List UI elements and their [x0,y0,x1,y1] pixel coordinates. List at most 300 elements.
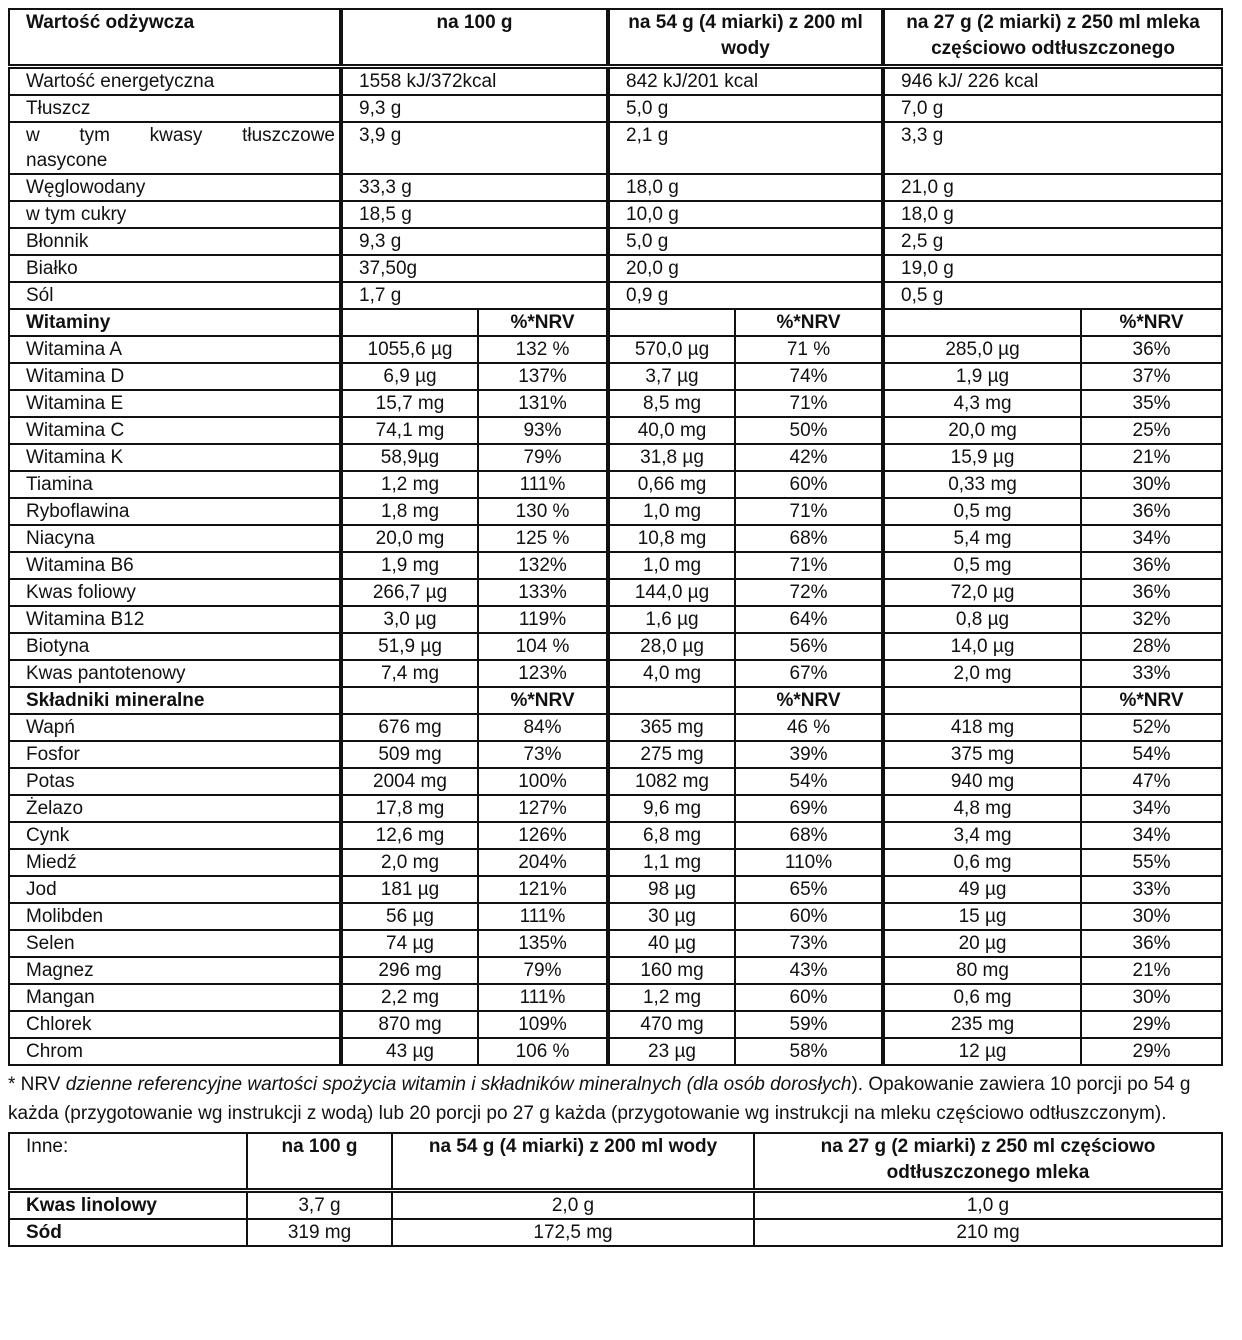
nutrient-row [9,255,1222,282]
micronutrient-row [9,660,1222,687]
value-per-54g-text: 842 kJ/201 kcal [626,71,759,92]
nutrient-name-text: Węglowodany [26,177,146,198]
nutrient-name [9,660,341,687]
nrv-per-100g [478,876,608,903]
value-per-27g-text: 235 mg [950,1014,1015,1035]
vitamins-section-header [9,309,1222,336]
value-per-54g-text: 1,0 mg [642,501,702,522]
nrv-per-100g-text: 111% [519,474,566,495]
micronutrient-row [9,849,1222,876]
nutrient-name-text: Błonnik [26,231,89,252]
nrv-per-100g-text: 121% [518,879,567,900]
value-per-54g-text: 0,66 mg [637,474,707,495]
nutrient-name-text: w tym cukry [26,204,127,225]
nrv-per-54g-text: 68% [789,528,828,549]
nutrient-name-text: Chrom [26,1041,84,1062]
nrv-per-27g-text: 37% [1132,366,1171,387]
nrv-per-54g [735,552,883,579]
other-header-label [9,1133,247,1191]
footnote [8,1070,1221,1128]
nrv-per-100g-text: 135% [518,933,567,954]
header-per-54g-line-2: wody [721,38,770,59]
nutrient-name [9,822,341,849]
nutrient-name [9,768,341,795]
value-per-27g [883,282,1222,309]
value-per-27g-text: 0,6 mg [953,852,1012,873]
nrv-per-100g-text: 119% [518,609,567,630]
micronutrient-row [9,525,1222,552]
value-per-27g [883,122,1222,174]
value-per-27g [883,1038,1081,1065]
value-per-100g [341,579,478,606]
value-per-100g-text: 17,8 mg [375,798,445,819]
value-per-27g-text: 20,0 mg [948,420,1017,441]
value-per-27g-text: 15,9 µg [950,447,1015,468]
value-per-27g [883,552,1081,579]
value-per-27g-text: 5,4 mg [953,528,1012,549]
nrv-per-27g [1081,849,1222,876]
value-per-27g-text: 21,0 g [901,177,954,198]
value-per-54g [608,1011,735,1038]
value-per-54g [608,282,883,309]
value-per-27g-text: 72,0 µg [950,582,1015,603]
value-per-54g [608,822,735,849]
nrv-per-27g-text: 36% [1132,339,1171,360]
micronutrient-row [9,903,1222,930]
other-header-per-54g [392,1133,754,1191]
value-per-27g [883,606,1081,633]
value-per-100g-text: 1558 kJ/372kcal [359,71,497,92]
value-per-27g-text: 12 µg [958,1041,1007,1062]
micronutrient-row [9,741,1222,768]
nutrient-row [9,67,1222,96]
nutrient-name [9,174,341,201]
nutrient-name [9,1219,247,1246]
value-per-100g [247,1219,392,1246]
value-per-100g [341,768,478,795]
nrv-per-27g [1081,390,1222,417]
nrv-per-100g-text: 130 % [515,501,570,522]
value-per-54g-text: 98 µg [648,879,696,900]
value-per-100g [341,255,608,282]
value-per-100g-text: 1,8 mg [380,501,440,522]
nrv-header [735,687,883,714]
nrv-per-27g-text: 35% [1132,393,1171,414]
nrv-per-54g [735,471,883,498]
value-per-54g [608,903,735,930]
value-per-27g-text: 3,4 mg [953,825,1012,846]
micronutrient-row [9,822,1222,849]
value-per-54g-text: 160 mg [640,960,704,981]
value-per-54g-text: 172,5 mg [533,1222,613,1243]
nrv-header [478,309,608,336]
nrv-per-54g-text: 50% [789,420,828,441]
value-per-54g-text: 5,0 g [626,231,669,252]
nutrient-name-text: Miedź [26,852,77,873]
nrv-per-27g [1081,930,1222,957]
empty-cell [883,687,1081,714]
nutrient-name [9,903,341,930]
section-title-text: Składniki mineralne [26,690,205,711]
nutrient-row [9,95,1222,122]
value-per-27g [883,957,1081,984]
nrv-per-27g-text: 36% [1132,582,1171,603]
nrv-definition: dzienne referencyjne wartości spożycia witamin i składników mineralnych (dla osób dorosłych [65,1074,852,1095]
nrv-per-100g-text: 131% [518,393,567,414]
nrv-per-54g-text: 71% [789,393,828,414]
nutrient-name-text: Sól [26,285,54,306]
nrv-per-27g [1081,471,1222,498]
nrv-per-27g-text: 21% [1132,447,1171,468]
nrv-per-54g-text: 42% [789,447,828,468]
nrv-per-27g-text: 47% [1132,771,1171,792]
micronutrient-row [9,579,1222,606]
nrv-per-54g-text: 60% [789,474,828,495]
nutrient-name-text: Żelazo [26,798,84,819]
value-per-54g [608,633,735,660]
value-per-54g [608,768,735,795]
nutrient-name [9,714,341,741]
value-per-27g [883,903,1081,930]
footnote-prefix: * NRV [8,1074,66,1095]
value-per-27g-text: 0,5 mg [953,501,1012,522]
nrv-per-100g [478,417,608,444]
value-per-100g [341,822,478,849]
nutrient-name [9,498,341,525]
nutrient-name-word: w [26,125,40,146]
nrv-per-27g-text: 33% [1132,663,1171,684]
value-per-54g-text: 10,8 mg [637,528,707,549]
value-per-27g [883,741,1081,768]
nrv-per-100g-text: 100% [518,771,567,792]
nutrient-name-word: tłuszczowe [242,125,335,146]
value-per-54g [608,255,883,282]
micronutrient-row [9,795,1222,822]
value-per-100g [341,984,478,1011]
value-per-27g-text: 418 mg [950,717,1015,738]
nrv-per-27g [1081,606,1222,633]
value-per-54g [608,579,735,606]
nrv-per-54g [735,390,883,417]
nrv-per-100g-text: 111% [519,987,566,1008]
header-nutrient [9,9,341,67]
nrv-per-27g [1081,957,1222,984]
nutrient-name-text: Tiamina [26,474,93,495]
nutrient-name-text: Kwas linolowy [26,1195,157,1216]
micronutrient-row [9,498,1222,525]
value-per-100g-text: 74 µg [386,933,434,954]
nrv-per-27g [1081,336,1222,363]
value-per-54g-text: 1,2 mg [642,987,702,1008]
micronutrient-row [9,957,1222,984]
nutrient-name-text: Białko [26,258,78,279]
value-per-54g [608,363,735,390]
nutrient-name-line-1 [26,123,335,148]
value-per-27g [754,1191,1222,1220]
nrv-per-27g [1081,444,1222,471]
nrv-per-27g-text: 33% [1132,879,1171,900]
nrv-header-text: %*NRV [1119,312,1184,333]
nrv-per-27g [1081,714,1222,741]
nrv-per-54g-text: 54% [789,771,828,792]
value-per-54g [608,741,735,768]
value-per-100g [341,444,478,471]
nrv-per-100g [478,552,608,579]
footnote-line-2: g każda (przygotowanie wg instrukcji z wodą) lub 20 porcji po 27 g każda (przygotowanie wg instrukcji na mleku częściowo odtłuszczonym). [8,1074,1191,1124]
value-per-100g-text: 266,7 µg [372,582,448,603]
nutrient-name [9,444,341,471]
nrv-per-54g-text: 60% [789,906,828,927]
nutrient-name-text: Mangan [26,987,95,1008]
nutrient-name-word: tym [79,125,110,146]
nrv-per-100g-text: 137% [518,366,567,387]
nutrient-name-text: Ryboflawina [26,501,130,522]
value-per-100g-text: 2004 mg [373,771,447,792]
value-per-54g [392,1219,754,1246]
nrv-per-100g-text: 132 % [515,339,570,360]
value-per-54g [608,795,735,822]
nutrient-name [9,633,341,660]
value-per-100g [341,363,478,390]
value-per-27g-text: 940 mg [950,771,1015,792]
nrv-per-54g-text: 73% [789,933,828,954]
value-per-54g [608,552,735,579]
nrv-per-54g [735,660,883,687]
value-per-100g-text: 43 µg [386,1041,434,1062]
value-per-27g [883,174,1222,201]
nutrient-name [9,122,341,174]
value-per-27g [883,444,1081,471]
nrv-per-54g-text: 39% [789,744,828,765]
micronutrient-row [9,552,1222,579]
nrv-per-100g-text: 84% [523,717,562,738]
value-per-27g [883,471,1081,498]
value-per-100g-text: 181 µg [380,879,440,900]
value-per-100g-text: 15,7 mg [375,393,445,414]
nutrient-name-text: Witamina E [26,393,124,414]
nrv-per-27g-text: 54% [1132,744,1171,765]
nrv-per-27g-text: 30% [1132,474,1171,495]
value-per-54g [608,336,735,363]
value-per-27g-text: 1,9 µg [955,366,1010,387]
other-header-per-27g-line-2: odtłuszczonego mleka [886,1162,1090,1183]
nutrient-name [9,95,341,122]
value-per-27g [883,822,1081,849]
value-per-54g-text: 10,0 g [626,204,679,225]
micronutrient-row [9,363,1222,390]
nrv-per-27g [1081,525,1222,552]
nrv-per-100g-text: 79% [523,960,562,981]
empty-cell [341,687,478,714]
nutrient-name [9,849,341,876]
nrv-per-54g [735,768,883,795]
value-per-27g-text: 80 mg [956,960,1009,981]
value-per-100g-text: 51,9 µg [378,636,442,657]
nutrient-row [9,228,1222,255]
nrv-per-100g [478,768,608,795]
value-per-100g-text: 1,7 g [359,285,402,306]
nrv-per-27g-text: 52% [1132,717,1171,738]
header-nutrient-text: Wartość odżywcza [26,12,195,33]
nutrient-name-text: Niacyna [26,528,95,549]
nutrient-name [9,876,341,903]
value-per-54g-text: 2,0 g [551,1195,595,1216]
nutrient-name [9,417,341,444]
nutrient-row [9,122,1222,174]
value-per-27g-text: 15 µg [958,906,1007,927]
nrv-per-100g-text: 204% [518,852,567,873]
value-per-100g [341,930,478,957]
nrv-per-27g [1081,633,1222,660]
nrv-per-27g [1081,363,1222,390]
nrv-per-54g [735,417,883,444]
value-per-54g-text: 1082 mg [635,771,709,792]
nrv-per-100g-text: 133% [518,582,567,603]
nutrient-name-text: Witamina B6 [26,555,134,576]
nutrient-name-text: Witamina C [26,420,125,441]
nrv-per-54g-text: 60% [789,987,828,1008]
value-per-100g [341,282,608,309]
nutrient-name [9,336,341,363]
nrv-per-54g-text: 68% [789,825,828,846]
nrv-per-54g [735,498,883,525]
value-per-54g [608,1038,735,1065]
micronutrient-row [9,444,1222,471]
nrv-per-54g-text: 59% [789,1014,828,1035]
value-per-100g-text: 296 mg [378,960,442,981]
other-header-per-100g-text: na 100 g [281,1136,358,1157]
empty-cell [883,309,1081,336]
value-per-54g [608,849,735,876]
header-per-27g [883,9,1222,67]
nrv-per-27g [1081,984,1222,1011]
nrv-per-54g [735,741,883,768]
nutrient-name-text: Witamina K [26,447,124,468]
nrv-header-text: %*NRV [1119,690,1184,711]
value-per-100g [341,417,478,444]
value-per-54g-text: 1,6 µg [645,609,699,630]
micronutrient-row [9,417,1222,444]
nutrient-name [9,471,341,498]
value-per-54g [608,606,735,633]
nrv-per-54g [735,849,883,876]
nrv-per-27g [1081,417,1222,444]
nrv-per-100g [478,579,608,606]
nutrient-name [9,363,341,390]
value-per-27g [883,930,1081,957]
micronutrient-row [9,768,1222,795]
value-per-54g [608,417,735,444]
nutrient-name [9,984,341,1011]
nrv-per-100g [478,1011,608,1038]
nutrient-name-text: Sód [26,1222,62,1243]
value-per-54g-text: 31,8 µg [640,447,704,468]
micronutrient-row [9,606,1222,633]
value-per-27g [883,768,1081,795]
nrv-per-54g-text: 43% [789,960,828,981]
micronutrient-row [9,930,1222,957]
value-per-54g-text: 570,0 µg [634,339,710,360]
value-per-54g [608,228,883,255]
nrv-per-54g [735,795,883,822]
nrv-per-100g [478,606,608,633]
micronutrient-row [9,336,1222,363]
nrv-per-100g-text: 93% [523,420,562,441]
nrv-per-100g [478,525,608,552]
nrv-per-100g-text: 79% [523,447,562,468]
nrv-per-54g [735,714,883,741]
value-per-100g [341,660,478,687]
value-per-100g [341,741,478,768]
value-per-100g [341,498,478,525]
header-per-100g-text: na 100 g [436,12,513,33]
value-per-54g-text: 40,0 mg [637,420,707,441]
nutrient-name-text: Witamina A [26,339,123,360]
value-per-100g [341,849,478,876]
value-per-54g-text: 18,0 g [626,177,679,198]
value-per-100g-text: 1055,6 µg [367,339,453,360]
nutrient-name-text: Selen [26,933,75,954]
value-per-100g-text: 12,6 mg [375,825,445,846]
value-per-27g-text: 946 kJ/ 226 kcal [901,71,1039,92]
nrv-per-54g-text: 110% [784,852,833,873]
nrv-per-27g-text: 36% [1132,933,1171,954]
value-per-54g [608,498,735,525]
value-per-27g [883,876,1081,903]
section-title [9,309,341,336]
nrv-per-27g [1081,660,1222,687]
nrv-per-27g-text: 34% [1132,528,1171,549]
nutrient-name [9,255,341,282]
value-per-54g-text: 144,0 µg [634,582,710,603]
nrv-per-54g-text: 71 % [786,339,831,360]
nrv-per-54g [735,525,883,552]
value-per-100g [341,122,608,174]
nrv-per-54g-text: 71% [789,501,828,522]
value-per-100g-text: 18,5 g [359,204,412,225]
nutrient-name-line-2: nasycone [26,150,108,171]
value-per-54g [608,984,735,1011]
value-per-54g-text: 1,1 mg [642,852,702,873]
nrv-per-27g-text: 29% [1132,1014,1171,1035]
value-per-100g [341,390,478,417]
value-per-54g [608,714,735,741]
value-per-100g [341,552,478,579]
table-header-row [9,9,1222,67]
nrv-per-54g [735,633,883,660]
value-per-27g-text: 3,3 g [901,125,944,146]
nutrient-name [9,957,341,984]
value-per-54g [608,122,883,174]
nrv-per-100g [478,633,608,660]
nrv-per-54g-text: 65% [789,879,828,900]
value-per-54g-text: 8,5 mg [642,393,702,414]
value-per-100g-text: 9,3 g [359,98,402,119]
value-per-27g-text: 285,0 µg [945,339,1020,360]
value-per-27g-text: 2,0 mg [953,663,1012,684]
nrv-per-100g [478,849,608,876]
header-per-27g-line-1: na 27 g (2 miarki) z 250 ml mleka [906,12,1200,33]
value-per-100g [341,95,608,122]
value-per-100g [341,957,478,984]
value-per-54g [608,525,735,552]
value-per-27g [883,390,1081,417]
nrv-per-27g-text: 28% [1132,636,1171,657]
other-header-per-27g-line-1: na 27 g (2 miarki) z 250 ml częściowo [820,1136,1156,1157]
value-per-54g-text: 5,0 g [626,98,669,119]
nrv-per-100g [478,471,608,498]
value-per-54g-text: 1,0 mg [642,555,702,576]
